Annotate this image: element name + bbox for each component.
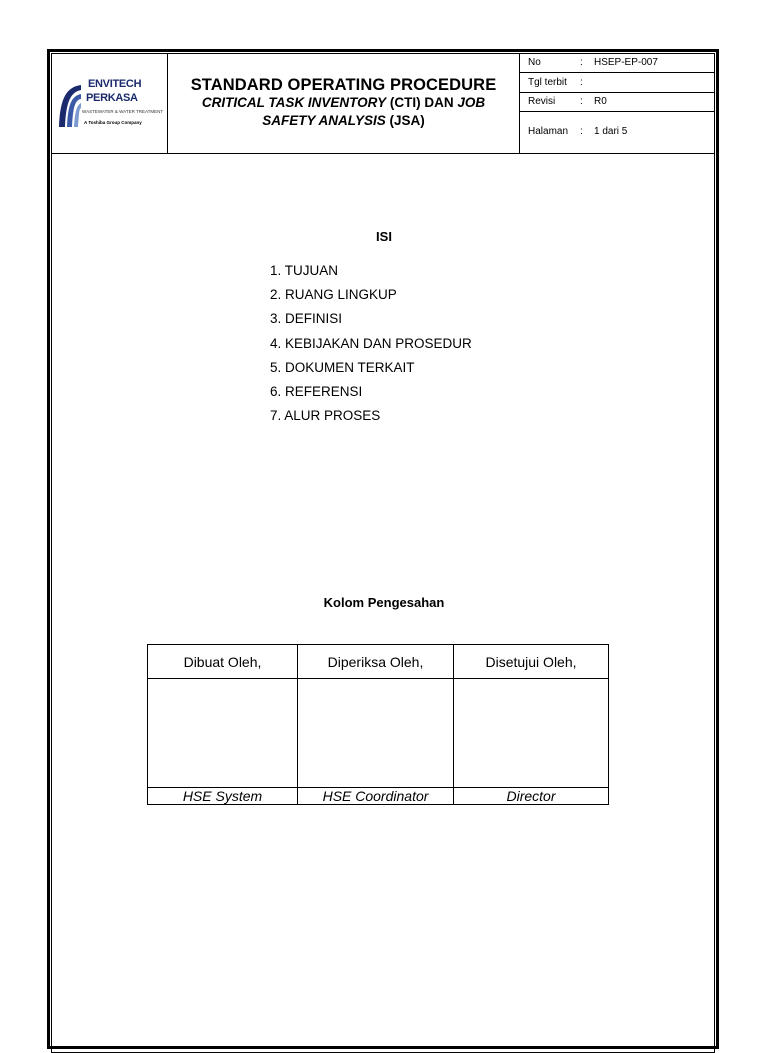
contents-item: 1. TUJUAN — [270, 263, 339, 278]
subtitle-jsa-abbr: (JSA) — [385, 113, 425, 128]
meta-label: Halaman — [528, 126, 569, 137]
logo-wave-icon — [57, 81, 83, 129]
document-subtitle-line2 — [168, 113, 519, 128]
meta-label: Revisi — [528, 96, 556, 107]
subtitle-jsa-italic: SAFETY ANALYSIS — [262, 113, 386, 128]
signature-box-checked — [298, 679, 454, 788]
contents-list — [270, 262, 472, 431]
meta-label: Tgl terbit — [528, 77, 567, 88]
contents-title: ISI — [376, 229, 392, 244]
document-title: STANDARD OPERATING PROCEDURE — [190, 76, 497, 94]
document-meta — [520, 53, 715, 153]
logo-tagline: WASTEWATER & WATER TREATMENT — [82, 109, 164, 114]
document-title-block — [168, 53, 520, 153]
document-header — [51, 53, 715, 154]
meta-value: R0 — [594, 96, 607, 107]
meta-value: HSEP-EP-007 — [594, 57, 658, 68]
logo-name-line1: ENVITECH — [88, 78, 142, 90]
contents-item: 7. ALUR PROSES — [270, 408, 381, 424]
meta-label: No — [528, 57, 541, 68]
meta-row-halaman — [520, 112, 715, 153]
approval-heading-prepared: Dibuat Oleh, — [148, 645, 298, 679]
meta-row-no — [520, 53, 715, 73]
subtitle-job-italic: JOB — [457, 95, 486, 110]
meta-row-tgl-terbit — [520, 73, 715, 93]
approval-role-row — [148, 788, 609, 805]
approval-heading-row — [148, 645, 609, 679]
approval-heading-approved: Disetujui Oleh, — [454, 645, 609, 679]
contents-item: 3. DEFINISI — [270, 311, 343, 327]
meta-colon: : — [580, 57, 583, 68]
subtitle-cti-abbr: (CTI) DAN — [386, 95, 458, 110]
meta-colon: : — [580, 96, 583, 107]
signature-box-approved — [454, 679, 609, 788]
logo-group-text: A Toshiba Group Company — [84, 120, 142, 125]
subtitle-cti-italic: CRITICAL TASK INVENTORY — [201, 95, 387, 110]
company-logo — [51, 53, 168, 153]
meta-row-revisi — [520, 93, 715, 112]
page-inner-border — [51, 53, 715, 1053]
meta-colon: : — [580, 77, 583, 88]
approval-title: Kolom Pengesahan — [323, 595, 445, 610]
approval-role-approved: Director — [454, 788, 609, 805]
approval-role-prepared: HSE System — [148, 788, 298, 805]
meta-value: 1 dari 5 — [594, 126, 628, 137]
approval-heading-checked: Diperiksa Oleh, — [298, 645, 454, 679]
approval-table — [147, 644, 609, 805]
approval-role-checked: HSE Coordinator — [298, 788, 454, 805]
logo-name-line2: PERKASA — [86, 92, 138, 104]
contents-item: 2. RUANG LINGKUP — [270, 287, 397, 303]
approval-signature-row — [148, 679, 609, 788]
contents-item: 5. DOKUMEN TERKAIT — [270, 359, 415, 375]
document-subtitle-line1 — [168, 95, 519, 110]
contents-item: 4. KEBIJAKAN DAN PROSEDUR — [270, 335, 472, 351]
signature-box-prepared — [148, 679, 298, 788]
contents-item: 6. REFERENSI — [270, 383, 363, 399]
meta-colon: : — [580, 126, 583, 137]
